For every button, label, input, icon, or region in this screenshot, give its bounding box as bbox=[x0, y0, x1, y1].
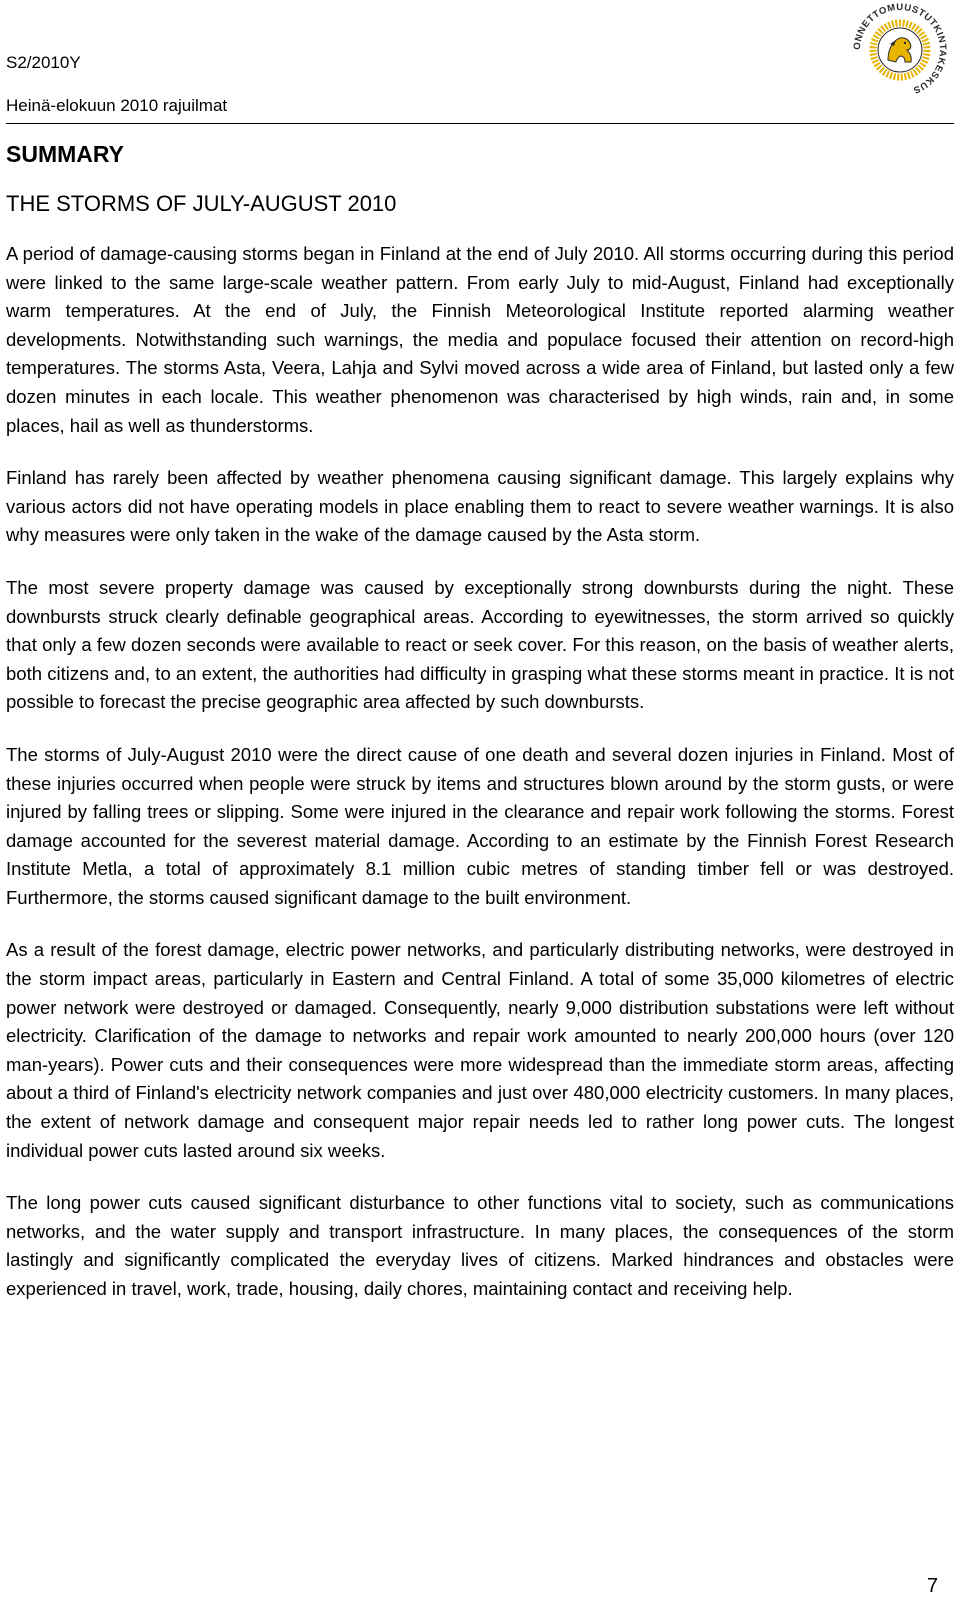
paragraph-downbursts: The most severe property damage was caused by exceptionally strong downbursts during the night. These downbursts struck clearly definable geographical areas. According to eyewitnesses, the storm arrived so quickly that only a few dozen seconds were available to react or seek cover. For this reason, on the basis of weather alerts, both citizens and, to an extent, the authorities had difficulty in grasping what these storms meant in practice. It is not possible to forecast the precise geographic area affected by such downbursts. bbox=[6, 576, 954, 713]
header-divider bbox=[6, 123, 954, 124]
document-id: S2/2010Y bbox=[6, 53, 81, 72]
page-number: 7 bbox=[926, 1575, 938, 1597]
paragraph-storm-period: A period of damage-causing storms began in Finland at the end of July 2010. All storms occurring during this period were linked to the same large-scale weather pattern. From early July to mid-August, Finland had exceptionally warm temperatures. At the end of July, the Finnish Meteorological Institute reported alarming weather developments. Notwithstanding such warnings, the media and populace focused their attention on record-high temperatures. The storms Asta, Veera, Lahja and Sylvi moved across a wide area of Finland, but lasted only a few dozen minutes in each locale. This weather phenomenon was characterised by high winds, rain and, in some places, hail as well as thunderstorms. bbox=[6, 243, 954, 436]
logo-lettering: ONNETTOMUUSTUTKINTAKESKUS bbox=[851, 1, 949, 96]
document-title: Heinä-elokuun 2010 rajuilmat bbox=[6, 96, 228, 115]
paragraph-injuries-damage: The storms of July-August 2010 were the direct cause of one death and several dozen injuries in Finland. Most of these injuries occurred when people were struck by items and structures blown around by the storm gusts, or were injured by falling trees or slipping. Some were injured in the clearance and repair work following the storms. Forest damage accounted for the severest material damage. According to an estimate by the Finnish Forest Research Institute Metla, a total of approximately 8.1 million cubic metres of standing timber fell or was destroyed. Furthermore, the storms caused significant damage to the built environment. bbox=[6, 743, 954, 908]
summary-content bbox=[6, 140, 954, 1304]
paragraph-societal-impact: The long power cuts caused significant disturbance to other functions vital to society, such as communications networks, and the water supply and transport infrastructure. In many places, the consequences of the storm lastingly and significantly complicated the everyday lives of citizens. Marked hindrances and obstacles were experienced in travel, work, trade, housing, daily chores, maintaining contact and receiving help. bbox=[6, 1192, 954, 1299]
summary-heading: SUMMARY bbox=[6, 141, 124, 167]
paragraph-power-networks: As a result of the forest damage, electric power networks, and particularly distributing networks, were destroyed in the storm impact areas, particularly in Eastern and Central Finland. A total of some 35,000 kilometres of electric power network were destroyed or damaged. Consequently, nearly 9,000 distribution substations were left without electricity. Clarification of the damage to networks and repair work amounted to nearly 200,000 hours (over 120 man-years). Power cuts and their consequences were more widespread than the immediate storm areas, affecting about a third of Finland's electricity network companies and just over 480,000 electricity customers. In many places, the extent of network damage and consequent major repair needs led to rather long power cuts. The longest individual power cuts lasted around six weeks. bbox=[6, 939, 954, 1161]
paragraph-operating-models: Finland has rarely been affected by weather phenomena causing significant damage. This largely explains why various actors did not have operating models in place enabling them to react to severe weather warnings. It is also why measures were only taken in the wake of the damage caused by the Asta storm. bbox=[6, 467, 954, 546]
page-header bbox=[6, 0, 954, 124]
organization-logo bbox=[850, 0, 950, 100]
section-title: THE STORMS OF JULY-AUGUST 2010 bbox=[6, 191, 397, 216]
